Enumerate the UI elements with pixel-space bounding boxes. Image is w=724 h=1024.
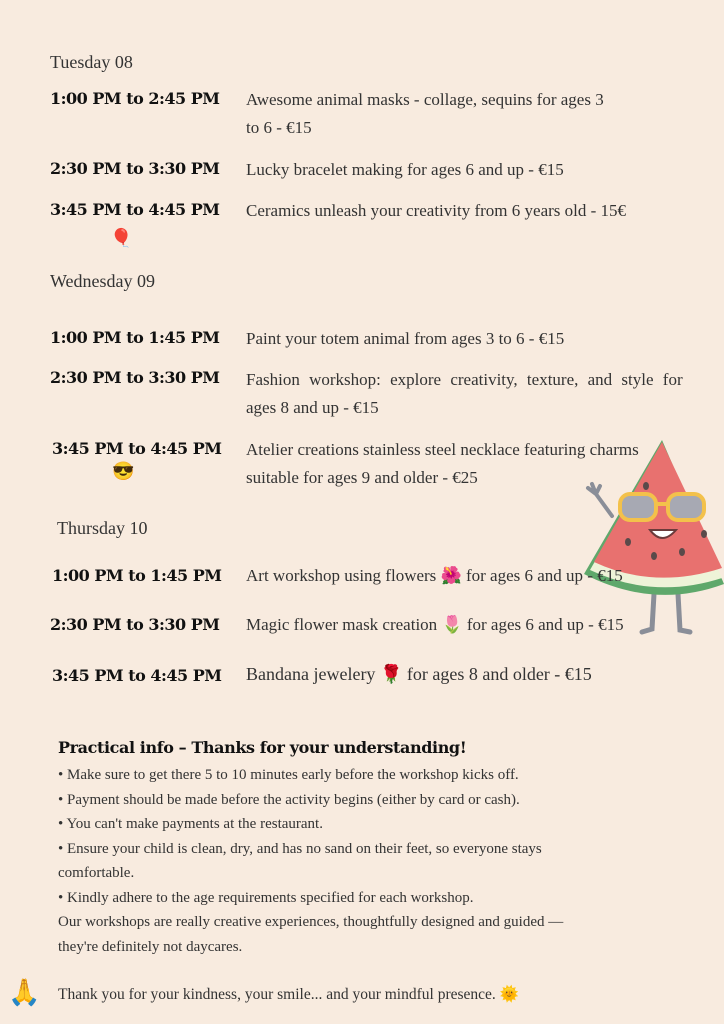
sun-face-icon: 😎 [112, 461, 135, 482]
session-time: 2:30 PM to 3:30 PM [50, 159, 220, 178]
session-time: 3:45 PM to 4:45 PM [50, 200, 220, 219]
session-time: 3:45 PM to 4:45 PM [52, 666, 222, 685]
info-line: they're definitely not daycares. [58, 938, 243, 955]
session-description [246, 660, 592, 688]
session-time: 2:30 PM to 3:30 PM [50, 615, 220, 634]
info-line: Our workshops are really creative experiences, thoughtfully designed and guided — [58, 914, 564, 930]
session-description [246, 562, 623, 590]
day-heading-thursday: Thursday 10 [57, 518, 148, 538]
rose-icon: 🌹 [379, 664, 403, 684]
balloons-icon: 🎈 [110, 228, 133, 249]
desc-line: suitable for ages 9 and older - €25 [246, 468, 478, 487]
desc-line: Atelier creations stainless steel necklace featuring charms [246, 440, 639, 459]
session-description [246, 156, 564, 184]
desc-line: to 6 - €15 [246, 118, 312, 137]
desc-line: Lucky bracelet making for ages 6 and up - €15 [246, 160, 564, 179]
session-time: 1:00 PM to 1:45 PM [52, 566, 222, 585]
session-time: 1:00 PM to 1:45 PM [50, 328, 220, 347]
session-description [246, 86, 604, 142]
desc-line: Ceramics unleash your creativity from 6 years old - 15€ [246, 201, 627, 220]
day-heading-wednesday: Wednesday 09 [50, 271, 156, 291]
session-time: 2:30 PM to 3:30 PM [50, 368, 220, 387]
info-line: • Ensure your child is clean, dry, and has no sand on their feet, so everyone stays [58, 840, 542, 857]
desc-line: Fashion workshop: explore creativity, texture, and style for [246, 370, 683, 389]
desc-text: for ages 8 and older - €15 [406, 664, 592, 684]
desc-text: Bandana jewelery [246, 664, 376, 684]
desc-text: for ages 6 and up - €15 [465, 566, 623, 585]
info-line: • Payment should be made before the activity begins (either by card or cash). [58, 791, 520, 808]
desc-text: for ages 6 and up - €15 [466, 615, 624, 634]
desc-text: Magic flower mask creation [246, 615, 438, 634]
sun-icon: 🌞 [499, 986, 519, 1003]
pray-icon: 🙏 [8, 978, 41, 1008]
desc-line: Awesome animal masks - collage, sequins for ages 3 [246, 90, 604, 109]
desc-line: ages 8 and up - €15 [246, 398, 379, 417]
session-time: 1:00 PM to 2:45 PM [50, 89, 220, 108]
day-heading-tuesday: Tuesday 08 [50, 52, 133, 72]
thanks-text: Thank you for your kindness, your smile... and your mindful presence. [58, 986, 496, 1003]
session-description [246, 366, 683, 422]
desc-text: Art workshop using flowers [246, 566, 437, 585]
info-line: • Make sure to get there 5 to 10 minutes early before the workshop kicks off. [58, 767, 519, 783]
session-description [246, 325, 564, 353]
session-time: 3:45 PM to 4:45 PM [52, 439, 222, 458]
info-line: • You can't make payments at the restaurant. [58, 816, 323, 832]
info-line: • Kindly adhere to the age requirements specified for each workshop. [58, 889, 474, 906]
session-description [246, 436, 639, 492]
session-description [246, 197, 626, 225]
info-line: comfortable. [58, 865, 135, 881]
practical-info-list [58, 763, 678, 959]
thanks-message [58, 985, 519, 1004]
hibiscus-icon: 🌺 [440, 566, 462, 585]
tulip-icon: 🌷 [441, 615, 463, 634]
session-description [246, 611, 624, 639]
practical-info-title: Practical info – Thanks for your understanding! [58, 738, 467, 757]
desc-line: Paint your totem animal from ages 3 to 6 - €15 [246, 329, 565, 348]
